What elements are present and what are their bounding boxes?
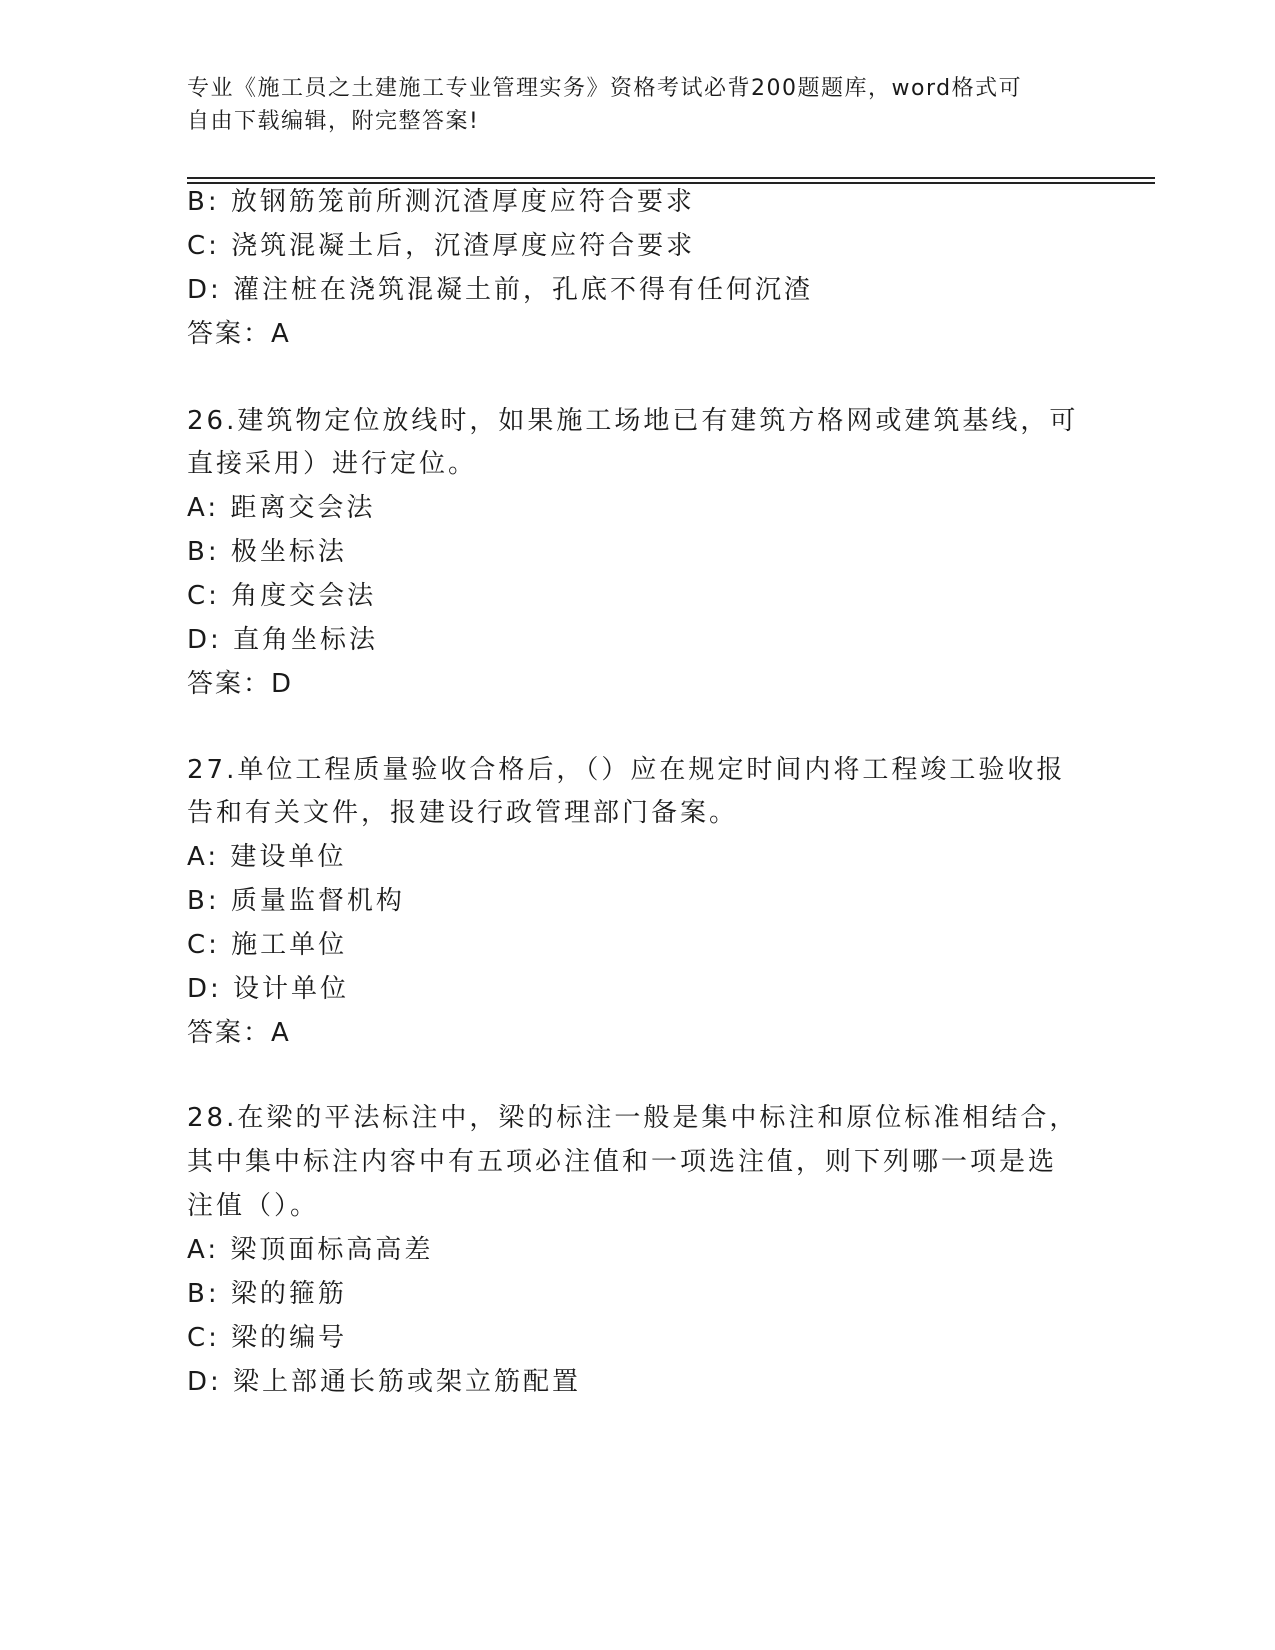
q28-option-c: C: 梁的编号 xyxy=(187,1323,348,1353)
q26-answer: 答案：D xyxy=(187,669,294,699)
prev-option-d: D: 灌注桩在浇筑混凝土前，孔底不得有任何沉渣 xyxy=(187,275,814,305)
q26-stem-line-1: 26.建筑物定位放线时，如果施工场地已有建筑方格网或建筑基线，可 xyxy=(187,406,1079,436)
q28-option-a: A: 梁顶面标高高差 xyxy=(187,1235,434,1265)
q26-option-d: D: 直角坐标法 xyxy=(187,625,379,655)
prev-option-c: C: 浇筑混凝土后，沉渣厚度应符合要求 xyxy=(187,231,696,261)
q26-option-c: C: 角度交会法 xyxy=(187,581,377,611)
q27-option-b: B: 质量监督机构 xyxy=(187,886,405,916)
header-line-2: 自由下载编辑，附完整答案! xyxy=(187,109,480,134)
prev-answer: 答案：A xyxy=(187,319,291,349)
q27-option-c: C: 施工单位 xyxy=(187,930,348,960)
q27-stem-line-1: 27.单位工程质量验收合格后，（）应在规定时间内将工程竣工验收报 xyxy=(187,755,1066,785)
header-divider-bottom xyxy=(187,182,1155,184)
document-header xyxy=(187,72,1087,138)
q26-option-b: B: 极坐标法 xyxy=(187,537,347,567)
header-divider-top xyxy=(187,177,1155,179)
q27-option-a: A: 建设单位 xyxy=(187,842,347,872)
q28-stem-line-3: 注值（）。 xyxy=(187,1191,320,1221)
q27-stem-line-2: 告和有关文件，报建设行政管理部门备案。 xyxy=(187,798,739,828)
header-line-1: 专业《施工员之土建施工专业管理实务》资格考试必背200题题库，word格式可 xyxy=(187,76,1023,101)
q28-option-b: B: 梁的箍筋 xyxy=(187,1279,347,1309)
q26-option-a: A: 距离交会法 xyxy=(187,493,376,523)
q27-option-d: D: 设计单位 xyxy=(187,974,350,1004)
q28-stem-line-2: 其中集中标注内容中有五项必注值和一项选注值，则下列哪一项是选 xyxy=(187,1147,1058,1177)
q26-stem-line-2: 直接采用）进行定位。 xyxy=(187,449,478,479)
q27-answer: 答案：A xyxy=(187,1018,291,1048)
q28-option-d: D: 梁上部通长筋或架立筋配置 xyxy=(187,1367,582,1397)
prev-option-b: B: 放钢筋笼前所测沉渣厚度应符合要求 xyxy=(187,187,695,217)
q28-stem-line-1: 28.在梁的平法标注中，梁的标注一般是集中标注和原位标准相结合， xyxy=(187,1103,1079,1133)
